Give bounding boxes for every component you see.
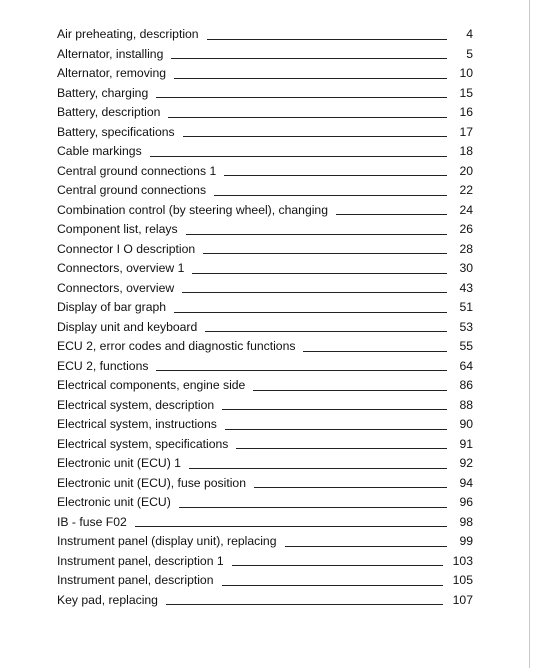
toc-entry-page-number: 5 [466,46,473,61]
toc-leader-line [205,331,447,332]
toc-entry-title: Central ground connections 1 [57,163,217,178]
toc-entry[interactable] [57,318,473,338]
toc-entry-page-number: 90 [459,417,473,431]
toc-leader-line [182,292,447,293]
toc-entry[interactable] [57,220,473,240]
toc-entry-title: Alternator, removing [57,66,167,80]
toc-leader-line [189,468,447,469]
toc-entry-page-number: 15 [459,85,473,100]
toc-leader-line [253,390,447,391]
toc-entry-page-number: 22 [459,183,473,197]
toc-entry-page-number: 96 [459,495,473,509]
toc-leader-line [336,214,447,215]
toc-entry[interactable] [57,474,473,494]
toc-entry-title: Alternator, installing [57,46,164,61]
toc-entry-page-number: 53 [459,319,473,334]
toc-entry[interactable] [57,591,473,611]
toc-entry-title: Electronic unit (ECU), fuse position [57,475,246,490]
toc-entry[interactable] [57,279,473,299]
toc-leader-line [150,156,447,157]
toc-entry-page-number: 88 [459,397,473,412]
toc-entry-page-number: 4 [466,27,473,41]
toc-leader-line [225,429,447,430]
toc-entry-page-number: 105 [452,573,473,587]
toc-leader-line [214,195,447,196]
toc-leader-line [232,565,443,566]
toc-leader-line [224,175,447,176]
toc-entry-title: Electrical components, engine side [57,378,246,392]
toc-leader-line [236,448,447,449]
toc-entry-title: Electrical system, specifications [57,436,229,451]
toc-leader-line [203,253,447,254]
toc-entry-page-number: 91 [459,436,473,451]
toc-entry-title: Battery, charging [57,85,149,100]
toc-entry-page-number: 28 [459,241,473,256]
toc-leader-line [207,39,447,40]
toc-entry[interactable] [57,259,473,279]
toc-entry-page-number: 98 [459,514,473,529]
toc-leader-line [156,97,447,98]
toc-entry[interactable] [57,162,473,182]
toc-entry-page-number: 103 [452,553,473,568]
toc-entry[interactable] [57,571,473,591]
toc-entry-page-number: 16 [459,105,473,119]
toc-leader-line [222,409,447,410]
toc-leader-line [254,487,447,488]
toc-entry[interactable] [57,45,473,65]
toc-entry[interactable] [57,103,473,123]
toc-entry[interactable] [57,64,473,84]
toc-leader-line [303,351,447,352]
toc-entry-title: Air preheating, description [57,27,199,41]
toc-entry[interactable] [57,454,473,474]
toc-entry[interactable] [57,513,473,533]
toc-entry[interactable] [57,493,473,513]
toc-entry[interactable] [57,201,473,221]
toc-entry[interactable] [57,25,473,45]
toc-entry-page-number: 51 [459,300,473,314]
toc-entry-title: Connectors, overview 1 [57,261,185,275]
toc-entry-title: Electrical system, instructions [57,417,217,431]
toc-entry[interactable] [57,181,473,201]
toc-entry[interactable] [57,415,473,435]
toc-entry-title: Combination control (by steering wheel), changing [57,202,328,217]
toc-entry-title: IB - fuse F02 [57,514,127,529]
toc-entry-title: Battery, description [57,105,161,119]
toc-entry[interactable] [57,337,473,357]
toc-entry[interactable] [57,240,473,260]
toc-entry[interactable] [57,142,473,162]
toc-entry-title: Connector I O description [57,241,196,256]
toc-leader-line [285,546,448,547]
toc-leader-line [174,312,447,313]
toc-entry-title: Connectors, overview [57,280,175,295]
toc-entry[interactable] [57,435,473,455]
toc-leader-line [166,604,443,605]
toc-entry-title: Electrical system, description [57,397,215,412]
toc-entry-title: Display of bar graph [57,300,167,314]
toc-entry[interactable] [57,123,473,143]
toc-entry[interactable] [57,84,473,104]
toc-entry-page-number: 92 [459,456,473,470]
toc-leader-line [135,526,447,527]
toc-entry-title: Key pad, replacing [57,592,158,607]
toc-entry-title: Instrument panel, description [57,573,214,587]
toc-entry-title: Electronic unit (ECU) [57,495,171,509]
toc-entry-page-number: 86 [459,378,473,392]
toc-entry-title: Instrument panel (display unit), replacing [57,534,277,548]
toc-entry[interactable] [57,357,473,377]
toc-leader-line [156,370,447,371]
toc-entry-title: Component list, relays [57,222,178,236]
toc-entry-page-number: 20 [459,163,473,178]
toc-entry-title: Central ground connections [57,183,207,197]
toc-entry-title: ECU 2, functions [57,358,149,373]
toc-entry-page-number: 30 [459,261,473,275]
toc-leader-line [192,273,447,274]
toc-entry[interactable] [57,396,473,416]
toc-leader-line [168,117,447,118]
page-edge-divider [529,0,530,668]
toc-leader-line [183,136,447,137]
toc-leader-line [171,58,447,59]
toc-entry-page-number: 18 [459,144,473,158]
toc-entry[interactable] [57,532,473,552]
table-of-contents [57,25,473,610]
toc-leader-line [222,585,443,586]
toc-entry-title: Cable markings [57,144,142,158]
toc-entry-page-number: 55 [459,339,473,353]
toc-entry-title: Battery, specifications [57,124,175,139]
toc-entry-title: Electronic unit (ECU) 1 [57,456,181,470]
toc-entry-page-number: 94 [459,475,473,490]
toc-entry-page-number: 26 [459,222,473,236]
toc-entry[interactable] [57,298,473,318]
toc-entry-title: ECU 2, error codes and diagnostic functions [57,339,296,353]
toc-entry-page-number: 107 [452,592,473,607]
toc-entry-page-number: 17 [459,124,473,139]
toc-leader-line [179,507,447,508]
toc-entry-page-number: 10 [459,66,473,80]
toc-entry[interactable] [57,376,473,396]
toc-entry-page-number: 64 [459,358,473,373]
toc-leader-line [174,78,447,79]
toc-entry-title: Display unit and keyboard [57,319,198,334]
toc-entry-page-number: 24 [459,202,473,217]
toc-entry-page-number: 43 [459,280,473,295]
toc-entry[interactable] [57,552,473,572]
toc-entry-page-number: 99 [459,534,473,548]
toc-entry-title: Instrument panel, description 1 [57,553,224,568]
toc-leader-line [186,234,447,235]
